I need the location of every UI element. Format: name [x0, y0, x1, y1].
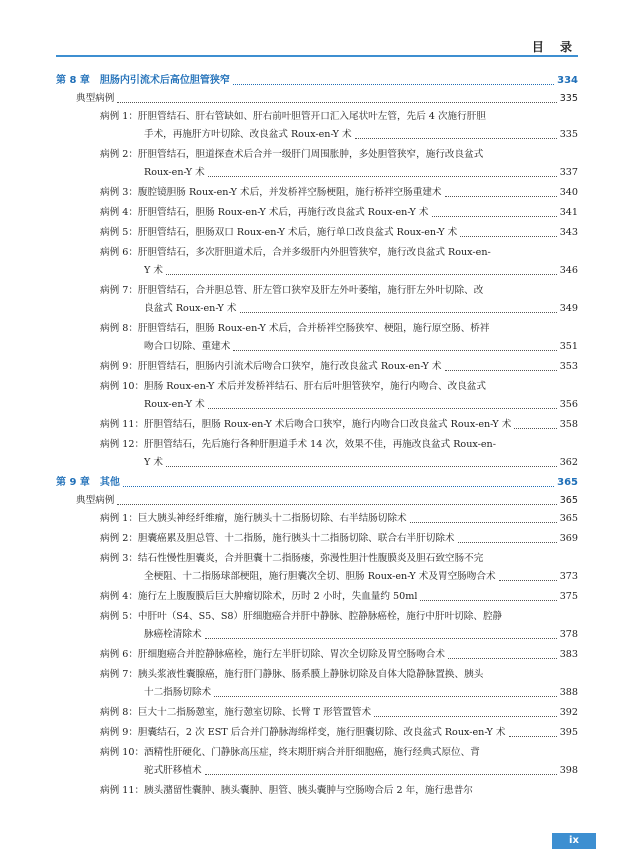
dot-leader [460, 236, 556, 237]
case-line [56, 704, 578, 722]
case-line [56, 184, 578, 202]
case-page-number: 335 [559, 129, 578, 140]
case-text: 病例 6：肝细胞癌合并腔静脉癌栓，施行左半肝切除、胃次全切除及胃空肠吻合术 [100, 649, 445, 660]
case-line [56, 666, 578, 684]
case-page-number: 365 [559, 513, 578, 524]
dot-leader [205, 774, 557, 775]
case-line [56, 626, 578, 644]
toc-chapter-entry[interactable] [56, 72, 578, 90]
case-line [56, 646, 578, 664]
toc-case-entry[interactable] [56, 724, 578, 742]
case-line [56, 762, 578, 780]
dot-leader [355, 138, 557, 139]
case-page-number: 392 [559, 707, 578, 718]
case-line [56, 338, 578, 356]
case-line [56, 510, 578, 528]
dot-leader [410, 522, 557, 523]
dot-leader [432, 216, 557, 217]
case-text: 病例 12：肝胆管结石，先后施行各种肝胆道手术 14 次，效果不佳，再施改良盆式 Roux-en- [100, 439, 496, 450]
case-line [56, 108, 578, 126]
dot-leader [117, 504, 556, 505]
toc-case-entry[interactable] [56, 108, 578, 144]
toc-case-entry[interactable] [56, 204, 578, 222]
table-of-contents [56, 72, 578, 802]
toc-case-entry[interactable] [56, 320, 578, 356]
case-line [56, 550, 578, 568]
case-text: 病例 5：中肝叶（S4、S5、S8）肝细胞癌合并肝中静脉、腔静脉癌栓，施行中肝叶切除、腔静 [100, 611, 503, 622]
case-text: 脉癌栓清除术 [144, 629, 202, 640]
dot-leader [240, 312, 557, 313]
case-page-number: 395 [559, 727, 578, 738]
chapter-page-number: 334 [557, 75, 578, 86]
dot-leader [208, 408, 557, 409]
toc-case-entry[interactable] [56, 744, 578, 780]
case-line [56, 204, 578, 222]
header-rule [56, 55, 578, 57]
chapter-page-number: 365 [557, 477, 578, 488]
case-text: 病例 10：酒精性肝硬化、门静脉高压症，终末期肝病合并肝细胞癌，施行经典式原位、背 [100, 747, 480, 758]
dot-leader [166, 274, 557, 275]
toc-section-entry[interactable] [56, 90, 578, 108]
toc-section-entry[interactable] [56, 492, 578, 510]
case-text: 驼式肝移植术 [144, 765, 202, 776]
toc-case-entry[interactable] [56, 588, 578, 606]
case-line [56, 146, 578, 164]
case-text: 病例 11：胰头潴留性囊肿、胰头囊肿、胆管、胰头囊肿与空肠吻合后 2 年，施行患普尔 [100, 785, 473, 796]
toc-case-entry[interactable] [56, 530, 578, 548]
case-line [56, 396, 578, 414]
dot-leader [509, 736, 557, 737]
case-text: 病例 6：肝胆管结石，多次肝胆道术后，合并多级肝内外胆管狭窄，施行改良盆式 Roux-en- [100, 247, 491, 258]
case-page-number: 398 [559, 765, 578, 776]
case-line [56, 724, 578, 742]
case-text: 病例 9：胆囊结石，2 次 EST 后合并门静脉海绵样变，施行胆囊切除、改良盆式 Roux-en-Y 术 [100, 727, 506, 738]
toc-case-entry[interactable] [56, 184, 578, 202]
toc-case-entry[interactable] [56, 416, 578, 434]
dot-leader [458, 542, 557, 543]
case-text: 病例 8：肝胆管结石，胆肠 Roux-en-Y 术后，合并桥袢空肠狭窄、梗阻，施行原空肠、桥袢 [100, 323, 490, 334]
toc-case-entry[interactable] [56, 608, 578, 644]
toc-case-entry[interactable] [56, 282, 578, 318]
case-text: 病例 11：肝胆管结石，胆肠 Roux-en-Y 术后吻合口狭窄，施行内吻合口改良盆式 Roux-en-Y 术 [100, 419, 512, 430]
case-page-number: 383 [559, 649, 578, 660]
dot-leader [233, 84, 554, 85]
case-text: 病例 5：肝胆管结石，胆肠双口 Roux-en-Y 术后，施行单口改良盆式 Roux-en-Y 术 [100, 227, 458, 238]
case-line [56, 262, 578, 280]
case-text: 病例 1：肝胆管结石、肝右管缺如、肝右前叶胆管开口汇入尾状叶左管，先后 4 次施行肝胆 [100, 111, 486, 122]
case-text: 病例 7：胰头浆液性囊腺癌，施行肝门静脉、肠系膜上静脉切除及自体大隐静脉置换、胰头 [100, 669, 484, 680]
dot-leader [233, 350, 556, 351]
case-page-number: 356 [559, 399, 578, 410]
case-line [56, 378, 578, 396]
case-text: 手术，再施肝方叶切除、改良盆式 Roux-en-Y 术 [144, 129, 352, 140]
case-line [56, 244, 578, 262]
toc-case-entry[interactable] [56, 704, 578, 722]
dot-leader [214, 696, 557, 697]
case-page-number: 375 [559, 591, 578, 602]
case-text: Roux-en-Y 术 [144, 399, 205, 410]
toc-case-entry[interactable] [56, 782, 578, 800]
section-page-number: 365 [559, 495, 578, 506]
case-line [56, 530, 578, 548]
case-text: 病例 3：结石性慢性胆囊炎，合并胆囊十二指肠瘘，弥漫性胆汁性腹膜炎及胆石致空肠不完 [100, 553, 484, 564]
case-page-number: 351 [559, 341, 578, 352]
case-text: 病例 4：肝胆管结石，胆肠 Roux-en-Y 术后，再施行改良盆式 Roux-en-Y 术 [100, 207, 429, 218]
section-title: 典型病例 [76, 93, 115, 104]
case-text: 病例 1：巨大胰头神经纤维瘤，施行胰头十二指肠切除、右半结肠切除术 [100, 513, 407, 524]
toc-case-entry[interactable] [56, 146, 578, 182]
dot-leader [208, 176, 557, 177]
section-page-number: 335 [559, 93, 578, 104]
case-text: 良盆式 Roux-en-Y 术 [144, 303, 237, 314]
dot-leader [420, 600, 556, 601]
toc-case-entry[interactable] [56, 646, 578, 664]
case-text: 病例 8：巨大十二指肠憩室，施行憩室切除、长臂 T 形管置管术 [100, 707, 372, 718]
toc-case-entry[interactable] [56, 244, 578, 280]
toc-case-entry[interactable] [56, 224, 578, 242]
dot-leader [514, 428, 556, 429]
case-text: 十二指肠切除术 [144, 687, 212, 698]
case-line [56, 300, 578, 318]
page-number-badge: ix [552, 833, 596, 849]
dot-leader [445, 370, 557, 371]
case-page-number: 373 [559, 571, 578, 582]
toc-case-entry[interactable] [56, 666, 578, 702]
case-text: Y 术 [144, 457, 163, 468]
toc-case-entry[interactable] [56, 510, 578, 528]
case-text: Y 术 [144, 265, 163, 276]
case-text: 病例 2：胆囊癌累及胆总管、十二指肠，施行胰头十二指肠切除、联合右半肝切除术 [100, 533, 455, 544]
case-page-number: 341 [559, 207, 578, 218]
chapter-title: 第 8 章 胆肠内引流术后高位胆管狭窄 [56, 75, 230, 86]
case-line [56, 282, 578, 300]
case-text: 全梗阻、十二指肠球部梗阻，施行胆囊次全切、胆肠 Roux-en-Y 术及胃空肠吻合术 [144, 571, 496, 582]
dot-leader [448, 658, 557, 659]
toc-case-entry[interactable] [56, 436, 578, 472]
case-page-number: 388 [559, 687, 578, 698]
toc-chapter-entry[interactable] [56, 474, 578, 492]
case-text: 病例 10：胆肠 Roux-en-Y 术后并发桥袢结石、肝右后叶胆管狭窄，施行内吻合、改良盆式 [100, 381, 486, 392]
case-text: Roux-en-Y 术 [144, 167, 205, 178]
toc-case-entry[interactable] [56, 358, 578, 376]
case-page-number: 340 [559, 187, 578, 198]
case-line [56, 436, 578, 454]
case-line [56, 164, 578, 182]
case-text: 病例 9：肝胆管结石，胆肠内引流术后吻合口狭窄，施行改良盆式 Roux-en-Y 术 [100, 361, 442, 372]
case-page-number: 358 [559, 419, 578, 430]
case-text: 病例 2：肝胆管结石，胆道探查术后合并一级肝门周围胀肿，多处胆管狭窄，施行改良盆式 [100, 149, 484, 160]
case-line [56, 224, 578, 242]
case-page-number: 378 [559, 629, 578, 640]
dot-leader [374, 716, 557, 717]
case-line [56, 454, 578, 472]
dot-leader [123, 486, 554, 487]
case-page-number: 353 [559, 361, 578, 372]
toc-case-entry[interactable] [56, 550, 578, 586]
case-line [56, 358, 578, 376]
dot-leader [166, 466, 557, 467]
dot-leader [445, 196, 557, 197]
case-line [56, 744, 578, 762]
case-text: 病例 7：肝胆管结石，合并胆总管、肝左管口狭窄及肝左外叶萎缩，施行肝左外叶切除、改 [100, 285, 484, 296]
case-page-number: 362 [559, 457, 578, 468]
case-line [56, 588, 578, 606]
case-line [56, 126, 578, 144]
case-line [56, 320, 578, 338]
case-text: 吻合口切除、重建术 [144, 341, 231, 352]
dot-leader [499, 580, 557, 581]
case-page-number: 343 [559, 227, 578, 238]
dot-leader [205, 638, 557, 639]
case-text: 病例 4：施行左上腹腹膜后巨大肿瘤切除术，历时 2 小时，失血量约 50ml [100, 591, 418, 602]
dot-leader [117, 102, 556, 103]
case-line [56, 568, 578, 586]
case-page-number: 369 [559, 533, 578, 544]
case-page-number: 349 [559, 303, 578, 314]
case-line [56, 608, 578, 626]
toc-case-entry[interactable] [56, 378, 578, 414]
case-line [56, 416, 578, 434]
case-text: 病例 3：腹腔镜胆肠 Roux-en-Y 术后，并发桥袢空肠梗阻，施行桥袢空肠重建术 [100, 187, 442, 198]
chapter-title: 第 9 章 其他 [56, 477, 120, 488]
case-line [56, 782, 578, 800]
section-title: 典型病例 [76, 495, 115, 506]
case-page-number: 337 [559, 167, 578, 178]
case-line [56, 684, 578, 702]
running-header-title: 目 录 [531, 40, 578, 54]
case-page-number: 346 [559, 265, 578, 276]
